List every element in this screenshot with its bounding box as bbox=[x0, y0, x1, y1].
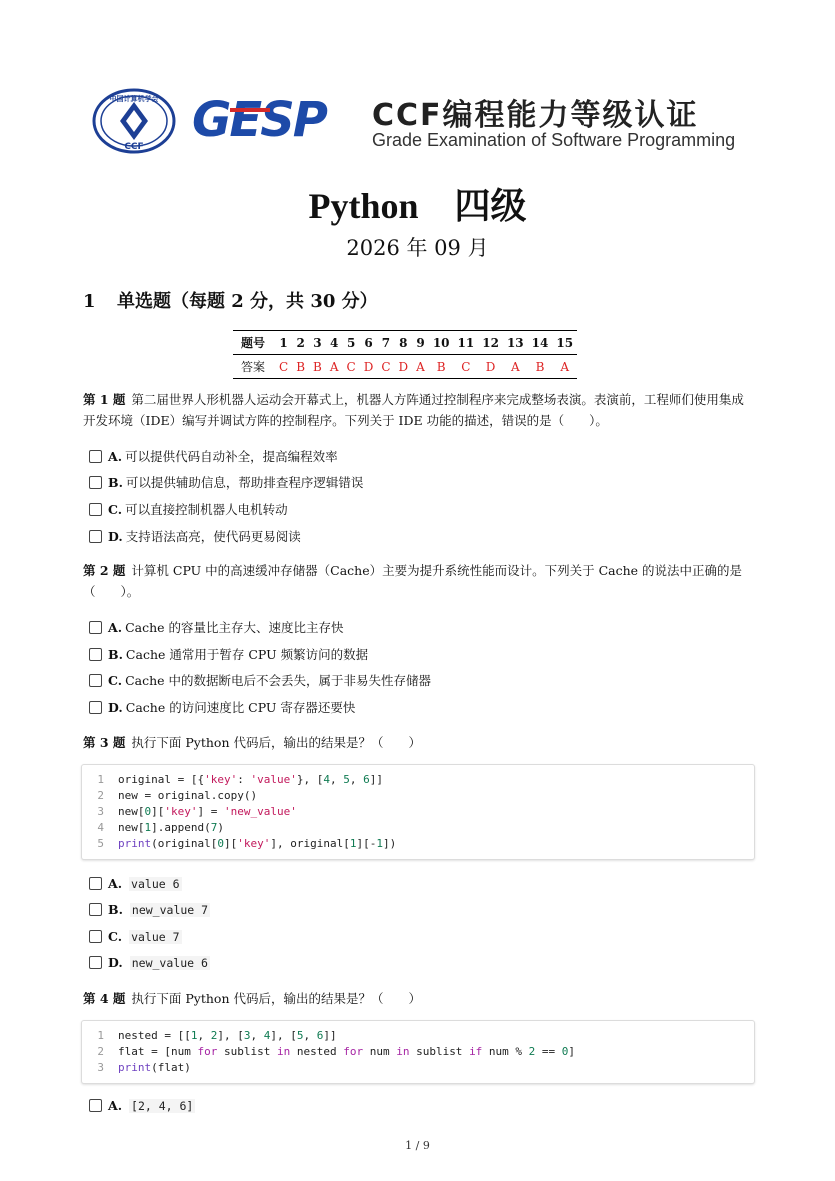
option-code: new_value 7 bbox=[131, 903, 209, 917]
option-letter: A. bbox=[108, 1098, 123, 1113]
question-text: 执行下面 Python 代码后，输出的结果是？（ ） bbox=[131, 735, 421, 750]
checkbox[interactable] bbox=[89, 450, 102, 463]
question-text: 计算机 CPU 中的高速缓冲存储器（Cache）主要为提升系统性能而设计。下列关于 Cache 的说法中正确的是（ ）。 bbox=[83, 563, 743, 599]
question-number: 8 bbox=[395, 331, 413, 355]
answer-cell: A bbox=[552, 355, 577, 379]
option-text: 支持语法高亮，使代码更易阅读 bbox=[125, 529, 301, 544]
code-line: new[0]['key'] = 'new_value' bbox=[118, 805, 297, 818]
section-label: 单选题（每题 2 分，共 30 分） bbox=[117, 291, 378, 312]
option-letter: B. bbox=[108, 647, 123, 662]
answer-cell: D bbox=[395, 355, 413, 379]
option-letter: B. bbox=[108, 902, 123, 917]
gesp-logo bbox=[190, 90, 350, 146]
question-text: 执行下面 Python 代码后，输出的结果是？（ ） bbox=[131, 991, 421, 1006]
question-number: 13 bbox=[503, 331, 528, 355]
checkbox[interactable] bbox=[89, 956, 102, 969]
option-letter: A. bbox=[108, 449, 123, 464]
option-code: value 7 bbox=[131, 930, 180, 944]
answer-cell: D bbox=[478, 355, 503, 379]
code-line: new = original.copy() bbox=[118, 789, 258, 802]
option-text: Cache 的容量比主存大、速度比主存快 bbox=[125, 620, 344, 635]
option-letter: A. bbox=[108, 620, 123, 635]
question-label: 第 4 题 bbox=[83, 991, 126, 1006]
answer-cell: B bbox=[528, 355, 553, 379]
code-line: new[1].append(7) bbox=[118, 821, 224, 834]
answer-cell: A bbox=[503, 355, 528, 379]
option-3b[interactable] bbox=[89, 902, 210, 918]
option-letter: B. bbox=[108, 475, 123, 490]
option-letter: C. bbox=[108, 673, 123, 688]
question-number: 2 bbox=[292, 331, 309, 355]
code-line: print(flat) bbox=[118, 1061, 191, 1074]
question-number: 7 bbox=[377, 331, 394, 355]
checkbox[interactable] bbox=[89, 877, 102, 890]
answer-cell: A bbox=[326, 355, 343, 379]
ccf-seal-text: 中国计算机学会 bbox=[109, 95, 159, 103]
question-number: 10 bbox=[429, 331, 454, 355]
question-text: 第二届世界人形机器人运动会开幕式上，机器人方阵通过控制程序来完成整场表演。表演前，工程师们使用集成开发环境（IDE）编写并调试方阵的控制程序。下列关于 IDE 功能的描述，错误的是（ ）。 bbox=[83, 392, 744, 428]
question-4 bbox=[83, 988, 753, 1009]
page-number: 1 / 9 bbox=[405, 1139, 430, 1152]
option-2b[interactable] bbox=[89, 647, 368, 663]
section-heading bbox=[83, 287, 378, 313]
answer-table-row1-label: 题号 bbox=[233, 331, 275, 355]
line-number: 1 bbox=[97, 773, 104, 786]
answer-cell: C bbox=[454, 355, 479, 379]
option-text: Cache 的访问速度比 CPU 寄存器还要快 bbox=[125, 700, 356, 715]
code-line: nested = [[1, 2], [3, 4], [5, 6]] bbox=[118, 1029, 337, 1042]
option-1b[interactable] bbox=[89, 475, 363, 491]
option-text: 可以提供代码自动补全，提高编程效率 bbox=[125, 449, 338, 464]
line-number: 3 bbox=[97, 805, 104, 818]
ccf-seal-logo bbox=[92, 88, 176, 154]
option-letter: C. bbox=[108, 502, 123, 517]
code-line: original = [{'key': 'value'}, [4, 5, 6]] bbox=[118, 773, 383, 786]
answer-cell: B bbox=[309, 355, 326, 379]
option-letter: C. bbox=[108, 929, 123, 944]
question-number: 12 bbox=[478, 331, 503, 355]
question-number: 11 bbox=[454, 331, 479, 355]
checkbox[interactable] bbox=[89, 476, 102, 489]
line-number: 1 bbox=[97, 1029, 104, 1042]
code-line: flat = [num for sublist in nested for num in sublist if num % 2 == 0] bbox=[118, 1045, 576, 1058]
gesp-logo-text: GESP bbox=[192, 92, 326, 146]
answer-cell: B bbox=[292, 355, 309, 379]
document-date: 2026 年 09 月 bbox=[346, 236, 489, 260]
question-number: 9 bbox=[412, 331, 429, 355]
checkbox[interactable] bbox=[89, 674, 102, 687]
question-number: 6 bbox=[360, 331, 378, 355]
question-number: 15 bbox=[552, 331, 577, 355]
checkbox[interactable] bbox=[89, 503, 102, 516]
question-label: 第 1 题 bbox=[83, 392, 126, 407]
option-2a[interactable] bbox=[89, 620, 344, 636]
question-number: 14 bbox=[528, 331, 553, 355]
option-3c[interactable] bbox=[89, 929, 182, 945]
line-number: 3 bbox=[97, 1061, 104, 1074]
option-letter: A. bbox=[108, 876, 123, 891]
answer-cell: B bbox=[429, 355, 454, 379]
option-text: 可以直接控制机器人电机转动 bbox=[125, 502, 288, 517]
document-title: Python 四级 bbox=[308, 186, 527, 226]
answer-cell: C bbox=[343, 355, 360, 379]
cert-subtitle: Grade Examination of Software Programming bbox=[372, 130, 736, 150]
code-block-2 bbox=[81, 1020, 755, 1084]
option-1d[interactable] bbox=[89, 529, 301, 545]
checkbox[interactable] bbox=[89, 648, 102, 661]
checkbox[interactable] bbox=[89, 930, 102, 943]
question-number: 4 bbox=[326, 331, 343, 355]
option-letter: D. bbox=[108, 529, 123, 544]
line-number: 5 bbox=[97, 837, 104, 850]
answer-table-header-row bbox=[233, 331, 577, 355]
option-1c[interactable] bbox=[89, 502, 288, 518]
question-number: 1 bbox=[275, 331, 292, 355]
answer-cell: C bbox=[275, 355, 292, 379]
header bbox=[92, 88, 752, 154]
code-line: print(original[0]['key'], original[1][-1]) bbox=[118, 837, 397, 850]
line-number: 2 bbox=[97, 1045, 104, 1058]
option-code: new_value 6 bbox=[131, 956, 208, 970]
checkbox[interactable] bbox=[89, 903, 102, 916]
option-1a[interactable] bbox=[89, 449, 338, 465]
cert-title: CCF编程能力等级认证 bbox=[372, 98, 699, 133]
section-number: 1 bbox=[83, 291, 96, 312]
option-2d[interactable] bbox=[89, 700, 355, 716]
line-number: 2 bbox=[97, 789, 104, 802]
question-3 bbox=[83, 732, 753, 753]
answer-table-row2-label: 答案 bbox=[233, 355, 275, 379]
option-4a[interactable] bbox=[89, 1098, 195, 1114]
option-2c[interactable] bbox=[89, 673, 431, 689]
option-letter: D. bbox=[108, 700, 123, 715]
checkbox[interactable] bbox=[89, 621, 102, 634]
checkbox[interactable] bbox=[89, 701, 102, 714]
checkbox[interactable] bbox=[89, 530, 102, 543]
option-text: Cache 通常用于暂存 CPU 频繁访问的数据 bbox=[125, 647, 369, 662]
option-letter: D. bbox=[108, 955, 123, 970]
option-text: Cache 中的数据断电后不会丢失，属于非易失性存储器 bbox=[125, 673, 432, 688]
answer-cell: C bbox=[377, 355, 394, 379]
option-code: [2, 4, 6] bbox=[131, 1099, 194, 1113]
question-1 bbox=[83, 389, 753, 431]
option-3a[interactable] bbox=[89, 876, 182, 892]
question-number: 3 bbox=[309, 331, 326, 355]
option-text: 可以提供辅助信息，帮助排查程序逻辑错误 bbox=[125, 475, 364, 490]
question-2 bbox=[83, 560, 753, 602]
ccf-seal-abbr: CCF bbox=[124, 142, 144, 152]
question-label: 第 3 题 bbox=[83, 735, 126, 750]
answer-table bbox=[233, 330, 577, 379]
code-block-1 bbox=[81, 764, 755, 860]
checkbox[interactable] bbox=[89, 1099, 102, 1112]
option-3d[interactable] bbox=[89, 955, 210, 971]
question-number: 5 bbox=[343, 331, 360, 355]
answer-cell: D bbox=[360, 355, 378, 379]
line-number: 4 bbox=[97, 821, 104, 834]
option-code: value 6 bbox=[131, 877, 180, 891]
question-label: 第 2 题 bbox=[83, 563, 126, 578]
answer-cell: A bbox=[412, 355, 429, 379]
answer-table-answer-row bbox=[233, 355, 577, 379]
